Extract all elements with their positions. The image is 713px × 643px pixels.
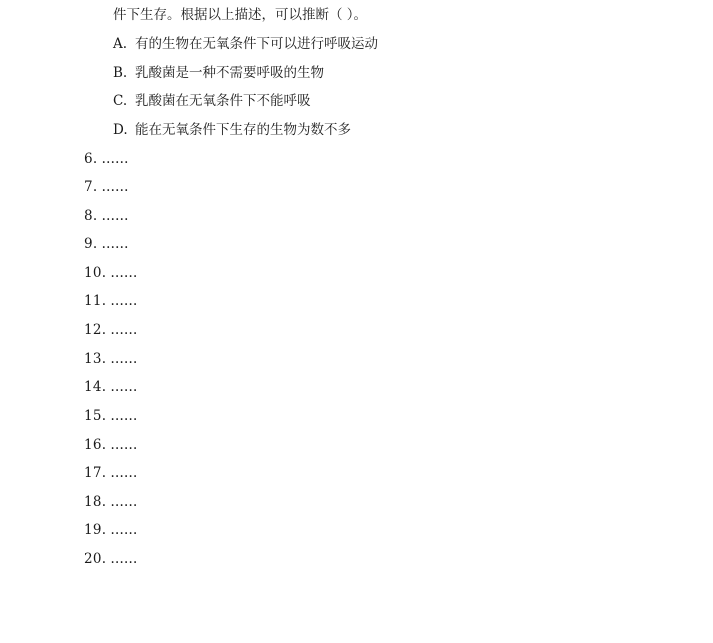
option-text: 有的生物在无氧条件下可以进行呼吸运动 (135, 36, 378, 52)
item-number: 20. (84, 551, 107, 567)
item-ellipsis: …… (110, 437, 138, 453)
item-number: 10. (84, 265, 107, 281)
option-text: 能在无氧条件下生存的生物为数不多 (135, 122, 351, 138)
option-a (113, 35, 378, 53)
item-ellipsis: …… (110, 351, 138, 367)
question-stem-continuation: 件下生存。根据以上描述，可以推断（ ）。 (113, 7, 368, 23)
item-number: 9. (84, 236, 98, 252)
numbered-item (84, 436, 137, 454)
item-number: 8. (84, 208, 98, 224)
item-number: 18. (84, 494, 107, 510)
item-ellipsis: …… (101, 236, 129, 252)
item-number: 19. (84, 522, 107, 538)
item-ellipsis: …… (110, 494, 138, 510)
numbered-item (84, 521, 137, 539)
item-number: 17. (84, 465, 107, 481)
item-number: 16. (84, 437, 107, 453)
option-key: A. (113, 36, 128, 52)
item-ellipsis: …… (101, 179, 129, 195)
numbered-item (84, 321, 137, 339)
item-ellipsis: …… (110, 322, 138, 338)
option-text: 乳酸菌是一种不需要呼吸的生物 (135, 65, 324, 81)
item-ellipsis: …… (110, 265, 138, 281)
option-d (113, 121, 351, 139)
numbered-item (84, 235, 128, 253)
item-ellipsis: …… (110, 379, 138, 395)
item-number: 7. (84, 179, 98, 195)
numbered-item (84, 207, 128, 225)
numbered-item (84, 350, 137, 368)
item-number: 13. (84, 351, 107, 367)
option-c (113, 92, 311, 110)
numbered-item (84, 493, 137, 511)
item-number: 14. (84, 379, 107, 395)
item-number: 15. (84, 408, 107, 424)
numbered-item (84, 378, 137, 396)
numbered-item (84, 178, 128, 196)
item-number: 6. (84, 151, 98, 167)
item-number: 12. (84, 322, 107, 338)
item-ellipsis: …… (110, 522, 138, 538)
item-ellipsis: …… (101, 151, 129, 167)
item-ellipsis: …… (101, 208, 129, 224)
option-b (113, 64, 324, 82)
numbered-item (84, 150, 128, 168)
numbered-item (84, 550, 137, 568)
item-ellipsis: …… (110, 293, 138, 309)
item-ellipsis: …… (110, 408, 138, 424)
item-number: 11. (84, 293, 107, 309)
numbered-item (84, 264, 137, 282)
numbered-item (84, 292, 137, 310)
option-key: C. (113, 93, 128, 109)
item-ellipsis: …… (110, 551, 138, 567)
option-key: B. (113, 65, 128, 81)
numbered-item (84, 407, 137, 425)
item-ellipsis: …… (110, 465, 138, 481)
option-text: 乳酸菌在无氧条件下不能呼吸 (135, 93, 311, 109)
option-key: D. (113, 122, 128, 138)
numbered-item (84, 464, 137, 482)
